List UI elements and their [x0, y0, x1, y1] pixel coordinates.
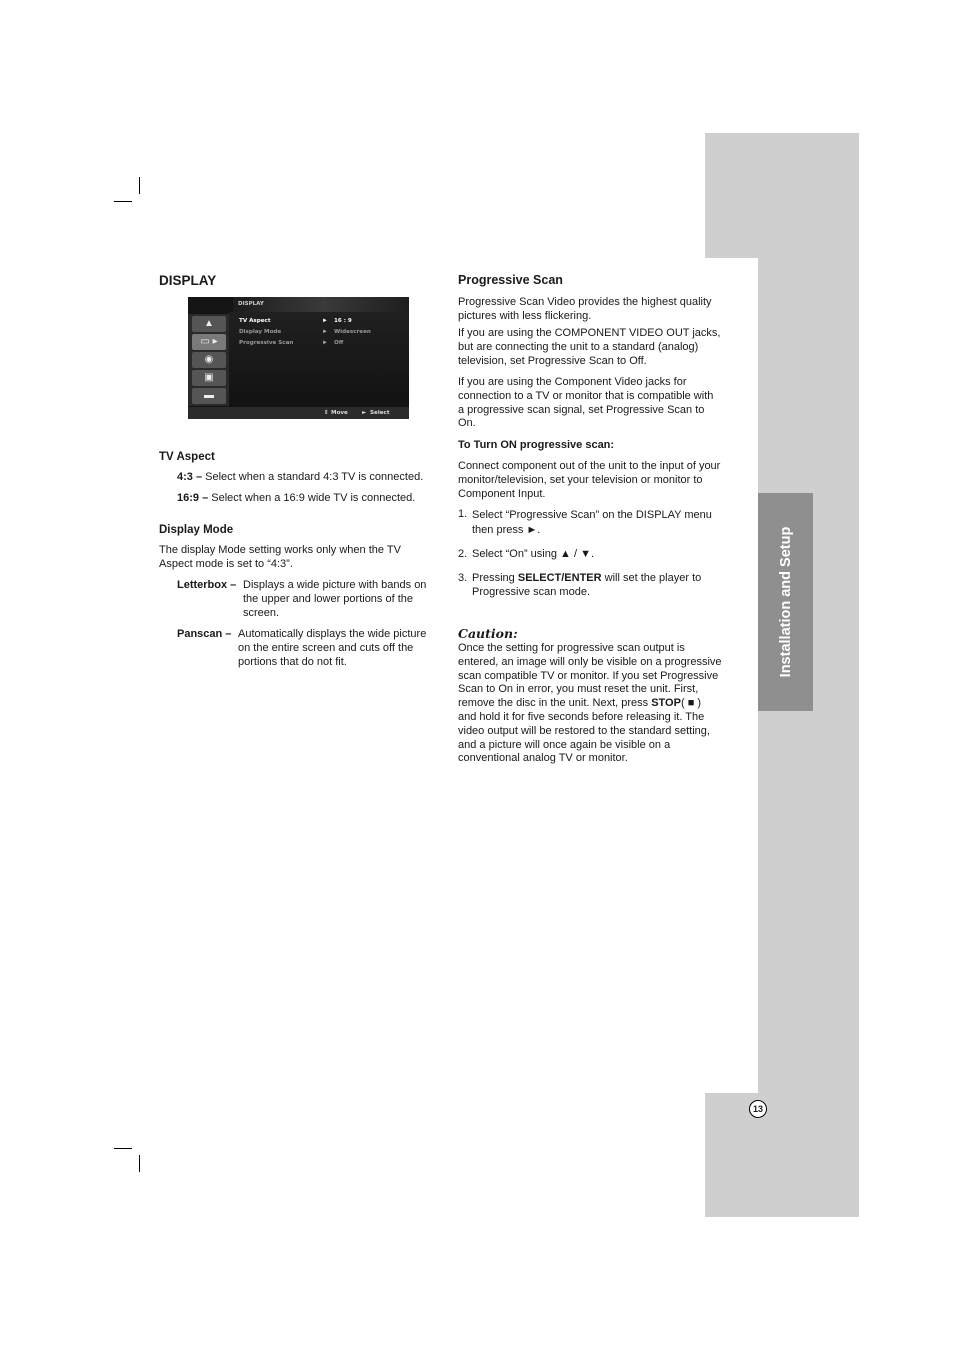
line: and a picture will once again be visible on a [458, 738, 671, 751]
text: Pressing [472, 572, 518, 584]
line: Component Input. [458, 487, 546, 500]
panscan-definition [238, 628, 426, 669]
term: 4:3 – [177, 471, 203, 483]
select-icon: ► [362, 410, 367, 416]
text: will set the player to [601, 572, 702, 584]
osd-sidebar [188, 314, 229, 406]
lock-icon: ▣ [192, 370, 226, 386]
step-number: 3. [458, 572, 468, 584]
turn-on-heading: To Turn ON progressive scan: [458, 439, 615, 451]
line: scan compatible TV or monitor. If you set Progressive [458, 669, 719, 682]
audio-icon: ◉ [192, 352, 226, 368]
line [458, 697, 722, 711]
osd-row-value: Off [334, 340, 344, 346]
line: entered, an image will only be visible on a progressive [458, 655, 722, 668]
step-text: Select “On” using ▲ / ▼. [472, 548, 595, 560]
caution-title: Caution: [458, 626, 518, 641]
tv-aspect-heading: TV Aspect [159, 451, 215, 463]
definition: Select when a standard 4:3 TV is connected. [205, 471, 424, 483]
line: on the entire screen and cuts off the [238, 641, 414, 654]
line: the upper and lower portions of the [243, 592, 414, 605]
crop-mark [114, 201, 132, 202]
line: If you are using the Component Video jacks for [458, 376, 687, 388]
letterbox-term: Letterbox – [177, 579, 237, 591]
osd-row-value: Widescreen [334, 329, 371, 335]
line: On. [458, 417, 476, 430]
panscan-term: Panscan – [177, 628, 232, 640]
side-band-top [705, 133, 859, 258]
crop-mark [139, 177, 140, 194]
arrow-right-icon: ► [322, 318, 328, 324]
definition: Select when a 16:9 wide TV is connected. [211, 492, 416, 504]
osd-row-label: Display Mode [239, 329, 282, 335]
line: Select “Progressive Scan” on the DISPLAY menu [472, 509, 712, 521]
paragraph [458, 296, 712, 324]
line: Connect component out of the unit to the input of your [458, 460, 721, 472]
step-number: 2. [458, 548, 468, 560]
letterbox-definition [243, 579, 426, 620]
line: video output will be restored to the standard setting, [458, 724, 710, 737]
arrow-right-icon: ► [322, 340, 328, 346]
osd-row-value: 16 : 9 [334, 318, 352, 324]
page-number: 13 [749, 1100, 767, 1118]
crop-mark [139, 1155, 140, 1172]
line: but are connecting the unit to a standard (analog) [458, 340, 699, 353]
progressive-scan-heading: Progressive Scan [458, 273, 563, 287]
text: remove the disc in the unit. Next, press [458, 697, 652, 710]
step-text [472, 508, 712, 538]
line: Once the setting for progressive scan output is [458, 642, 685, 654]
line: Aspect mode is set to “4:3”. [159, 557, 293, 570]
display-mode-intro [159, 544, 401, 572]
line: connection to a TV or monitor that is compatible with [458, 389, 714, 402]
osd-screenshot [188, 297, 409, 419]
line: television, set Progressive Scan to Off. [458, 354, 647, 367]
paragraph [458, 376, 713, 431]
side-band-bottom [705, 1093, 859, 1217]
line [472, 572, 701, 586]
caution-text [458, 642, 722, 766]
paragraph [458, 327, 720, 368]
tv-aspect-item [177, 492, 415, 506]
line: If you are using the COMPONENT VIDEO OUT jacks, [458, 327, 721, 339]
osd-row-label: Progressive Scan [239, 340, 294, 346]
arrow-right-icon: ► [322, 329, 328, 335]
step-text [472, 572, 701, 600]
term: 16:9 – [177, 492, 209, 504]
line: conventional analog TV or monitor. [458, 752, 628, 765]
osd-main-pane [229, 312, 409, 407]
line: a progressive scan signal, set Progressive Scan to [458, 403, 705, 416]
osd-title: DISPLAY [233, 297, 409, 312]
settings-a-icon: ▲ [192, 316, 226, 332]
line: and hold it for five seconds before releasing it. The [458, 710, 705, 723]
text: ( ■ ) [680, 697, 702, 710]
line: Displays a wide picture with bands on [243, 579, 427, 591]
section-tab [758, 493, 813, 711]
line: screen. [243, 606, 280, 619]
line: monitor/television, set your television or monitor to [458, 473, 703, 486]
text-bold: SELECT/ENTER [517, 572, 602, 584]
line: Automatically displays the wide picture [238, 628, 427, 640]
display-mode-heading: Display Mode [159, 524, 234, 536]
line: Scan to On in error, you must reset the unit. First, [458, 683, 699, 696]
text-bold: STOP [651, 697, 681, 710]
paragraph [458, 460, 720, 501]
display-heading: DISPLAY [159, 273, 217, 288]
osd-row-label: TV Aspect [239, 318, 271, 324]
osd-footer-move: Move [331, 410, 348, 416]
line: pictures with less flickering. [458, 309, 592, 322]
osd-footer [188, 407, 409, 419]
move-icon: ⇕ [324, 410, 329, 416]
display-icon: ▭ ▸ [192, 334, 226, 350]
section-tab-label: Installation and Setup [777, 526, 794, 678]
line: then press ►. [472, 524, 541, 536]
osd-footer-select: Select [370, 410, 390, 416]
tv-aspect-item [177, 471, 423, 485]
step-number: 1. [458, 508, 468, 520]
line: Progressive Scan Video provides the highest quality [458, 296, 712, 308]
line: Progressive scan mode. [472, 585, 590, 598]
line: The display Mode setting works only when the TV [159, 544, 401, 556]
line: portions that do not fit. [238, 655, 347, 668]
crop-mark [114, 1148, 132, 1149]
others-icon: ▬ [192, 388, 226, 404]
